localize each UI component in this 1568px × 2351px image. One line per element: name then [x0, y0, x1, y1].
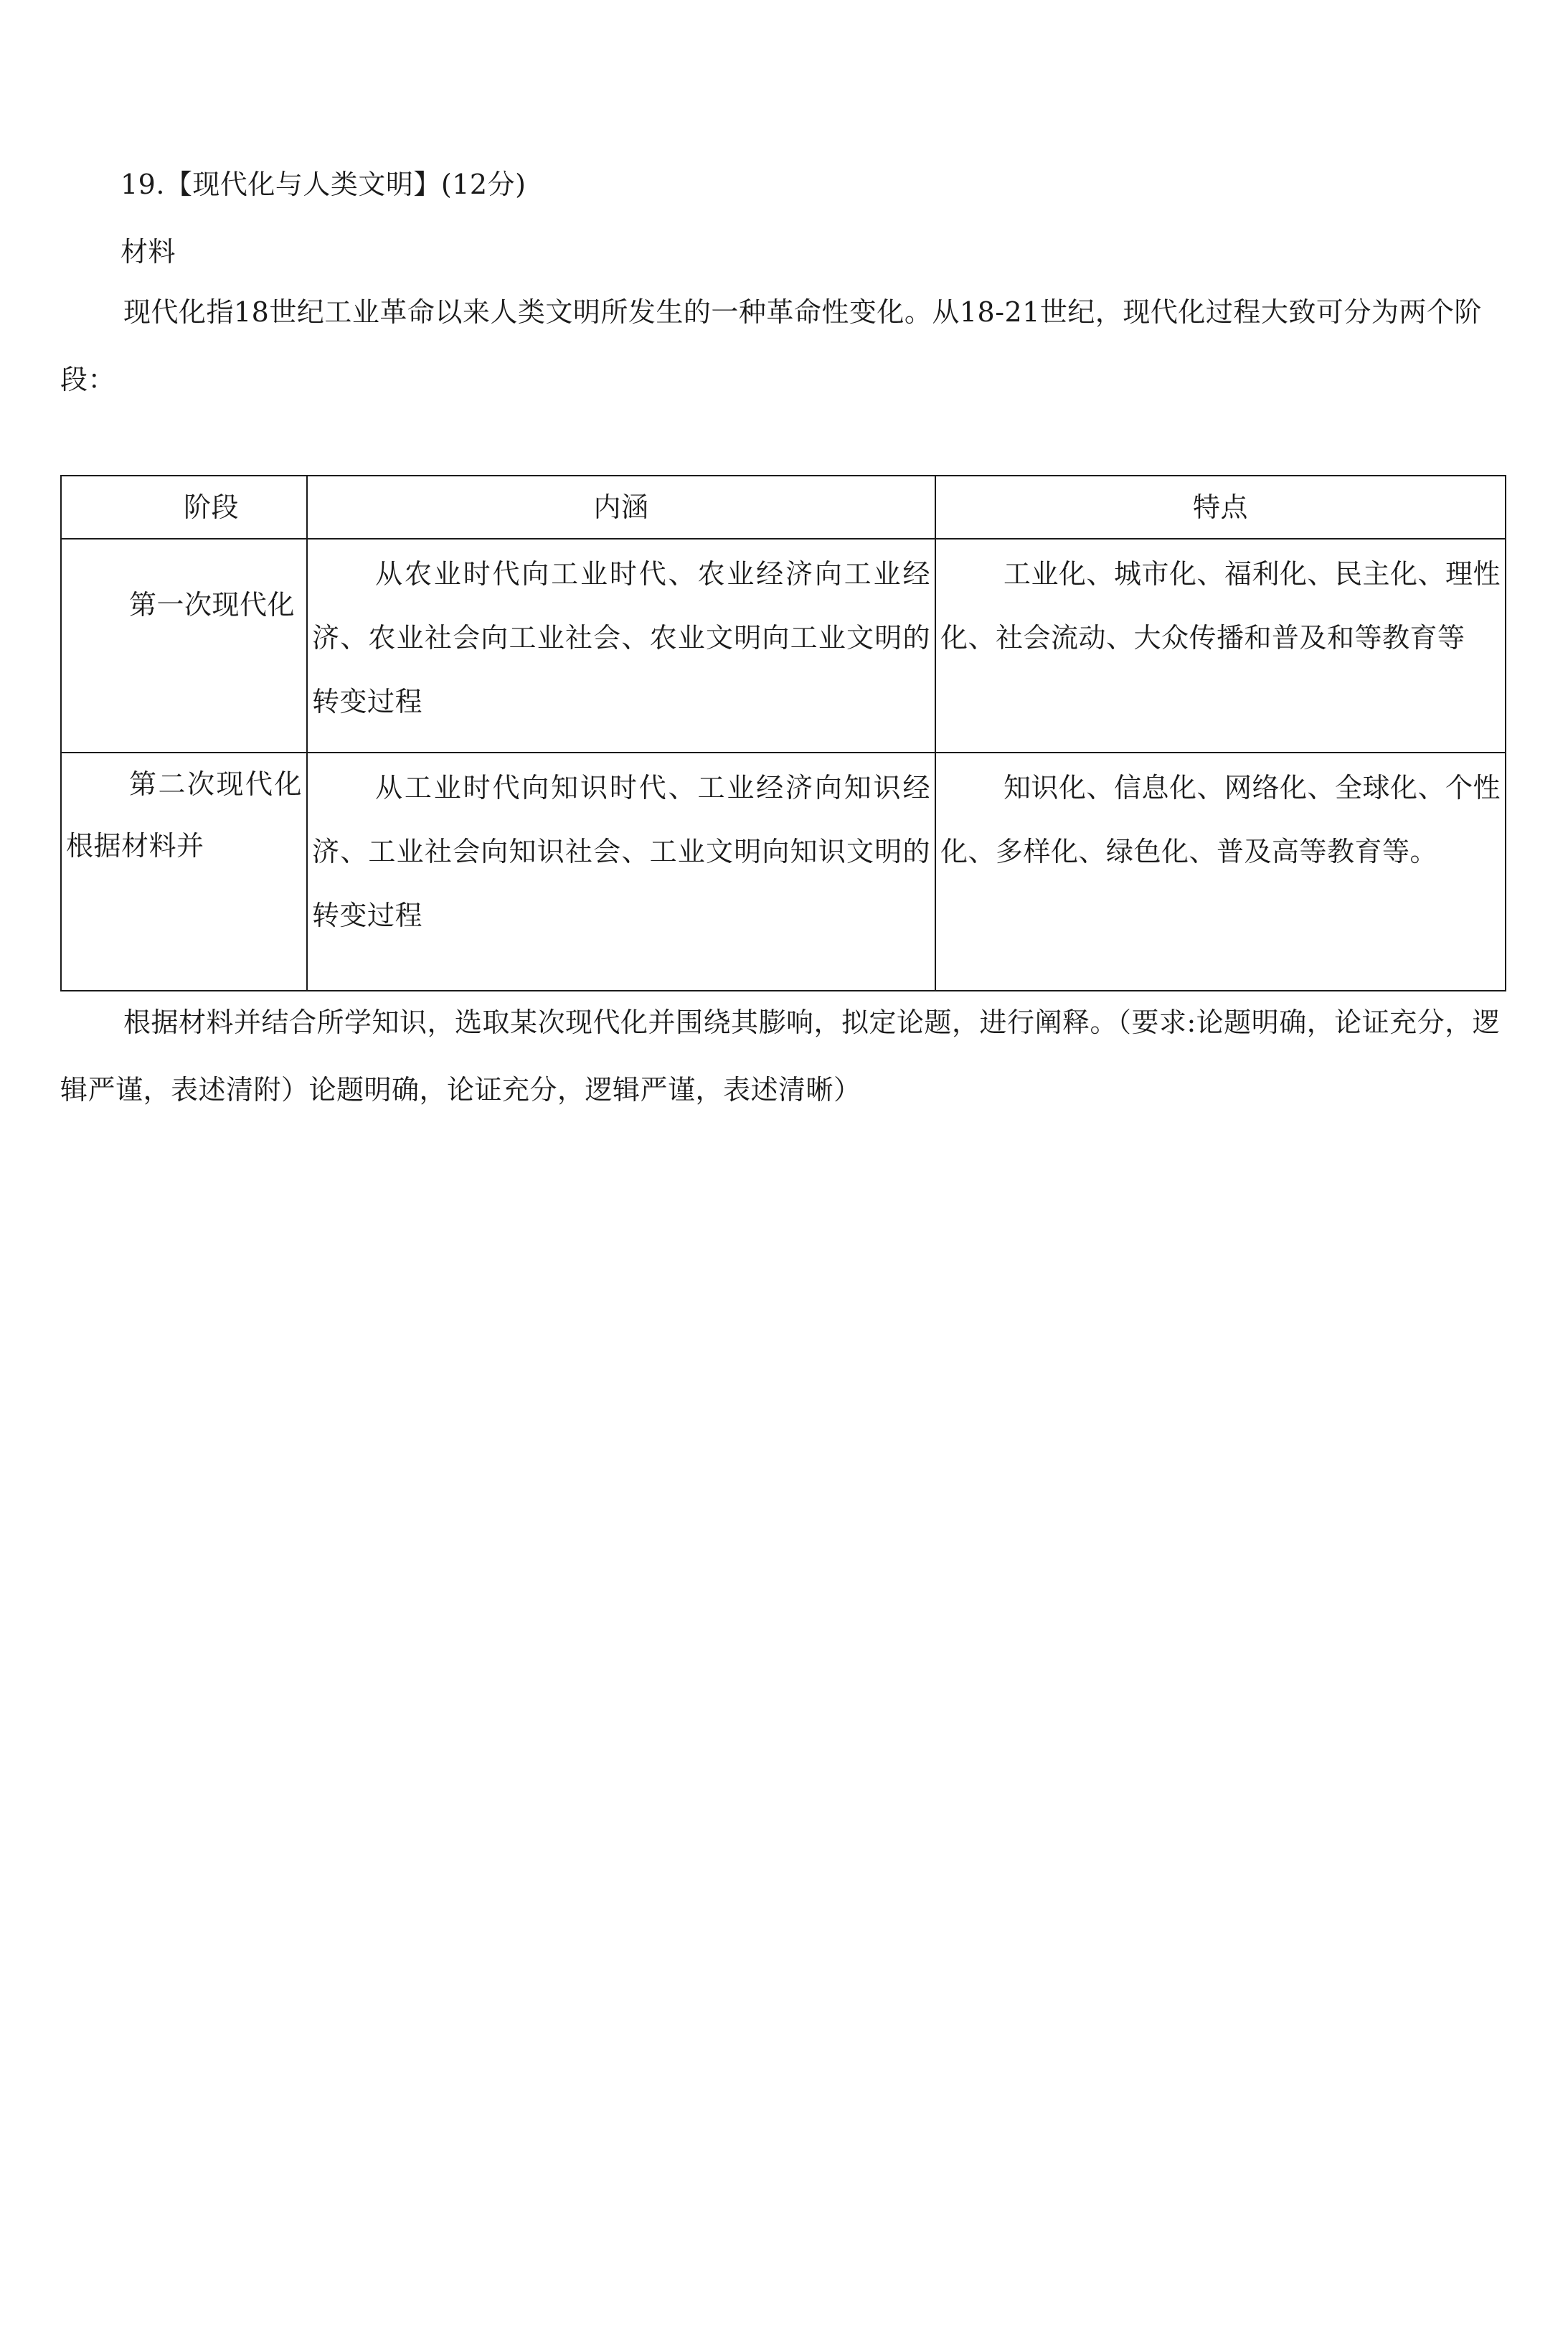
table-row: [61, 539, 1506, 753]
table-header-row: [61, 476, 1506, 539]
stage-name-text: 第二次现代化根据材料并: [66, 768, 302, 862]
table-row: [61, 753, 1506, 991]
intro-paragraph: 现代化指18世纪工业革命以来人类文明所发生的一种革命性变化。从18-21世纪，现代化过程大致可分为两个阶段：: [60, 296, 1482, 395]
header-connotation: 内涵: [307, 476, 935, 539]
features-cell: [935, 539, 1506, 753]
connotation-cell: [307, 753, 935, 991]
task-paragraph: 根据材料并结合所学知识，选取某次现代化并围绕其膨响，拟定论题，进行阐释。（要求:论题明确，论证充分，逻辑严谨，表述清附）论题明确，论证充分，逻辑严谨，表述清晰）: [60, 1007, 1501, 1106]
connotation-text: 从农业时代向工业时代、农业经济向工业经济、农业社会向工业社会、农业文明向工业文明的转变过程: [312, 558, 930, 717]
material-label: 材料: [121, 236, 176, 268]
question-heading: 19.【现代化与人类文明】(12分): [121, 169, 526, 200]
features-text: 知识化、信息化、网络化、全球化、个性化、多样化、绿色化、普及高等教育等。: [940, 772, 1501, 867]
stage-name-text: 第一次现代化: [129, 589, 296, 621]
header-stage: 阶段: [61, 476, 307, 539]
connotation-text: 从工业时代向知识时代、工业经济向知识经济、工业社会向知识社会、工业文明向知识文明的转变过程: [312, 772, 930, 931]
connotation-cell: [307, 539, 935, 753]
features-cell: [935, 753, 1506, 991]
header-features: 特点: [935, 476, 1506, 539]
stage-cell: [61, 539, 307, 753]
stages-table: [60, 475, 1506, 991]
features-text: 工业化、城市化、福利化、民主化、理性化、社会流动、大众传播和普及和等教育等: [940, 558, 1501, 654]
stage-cell: [61, 753, 307, 991]
